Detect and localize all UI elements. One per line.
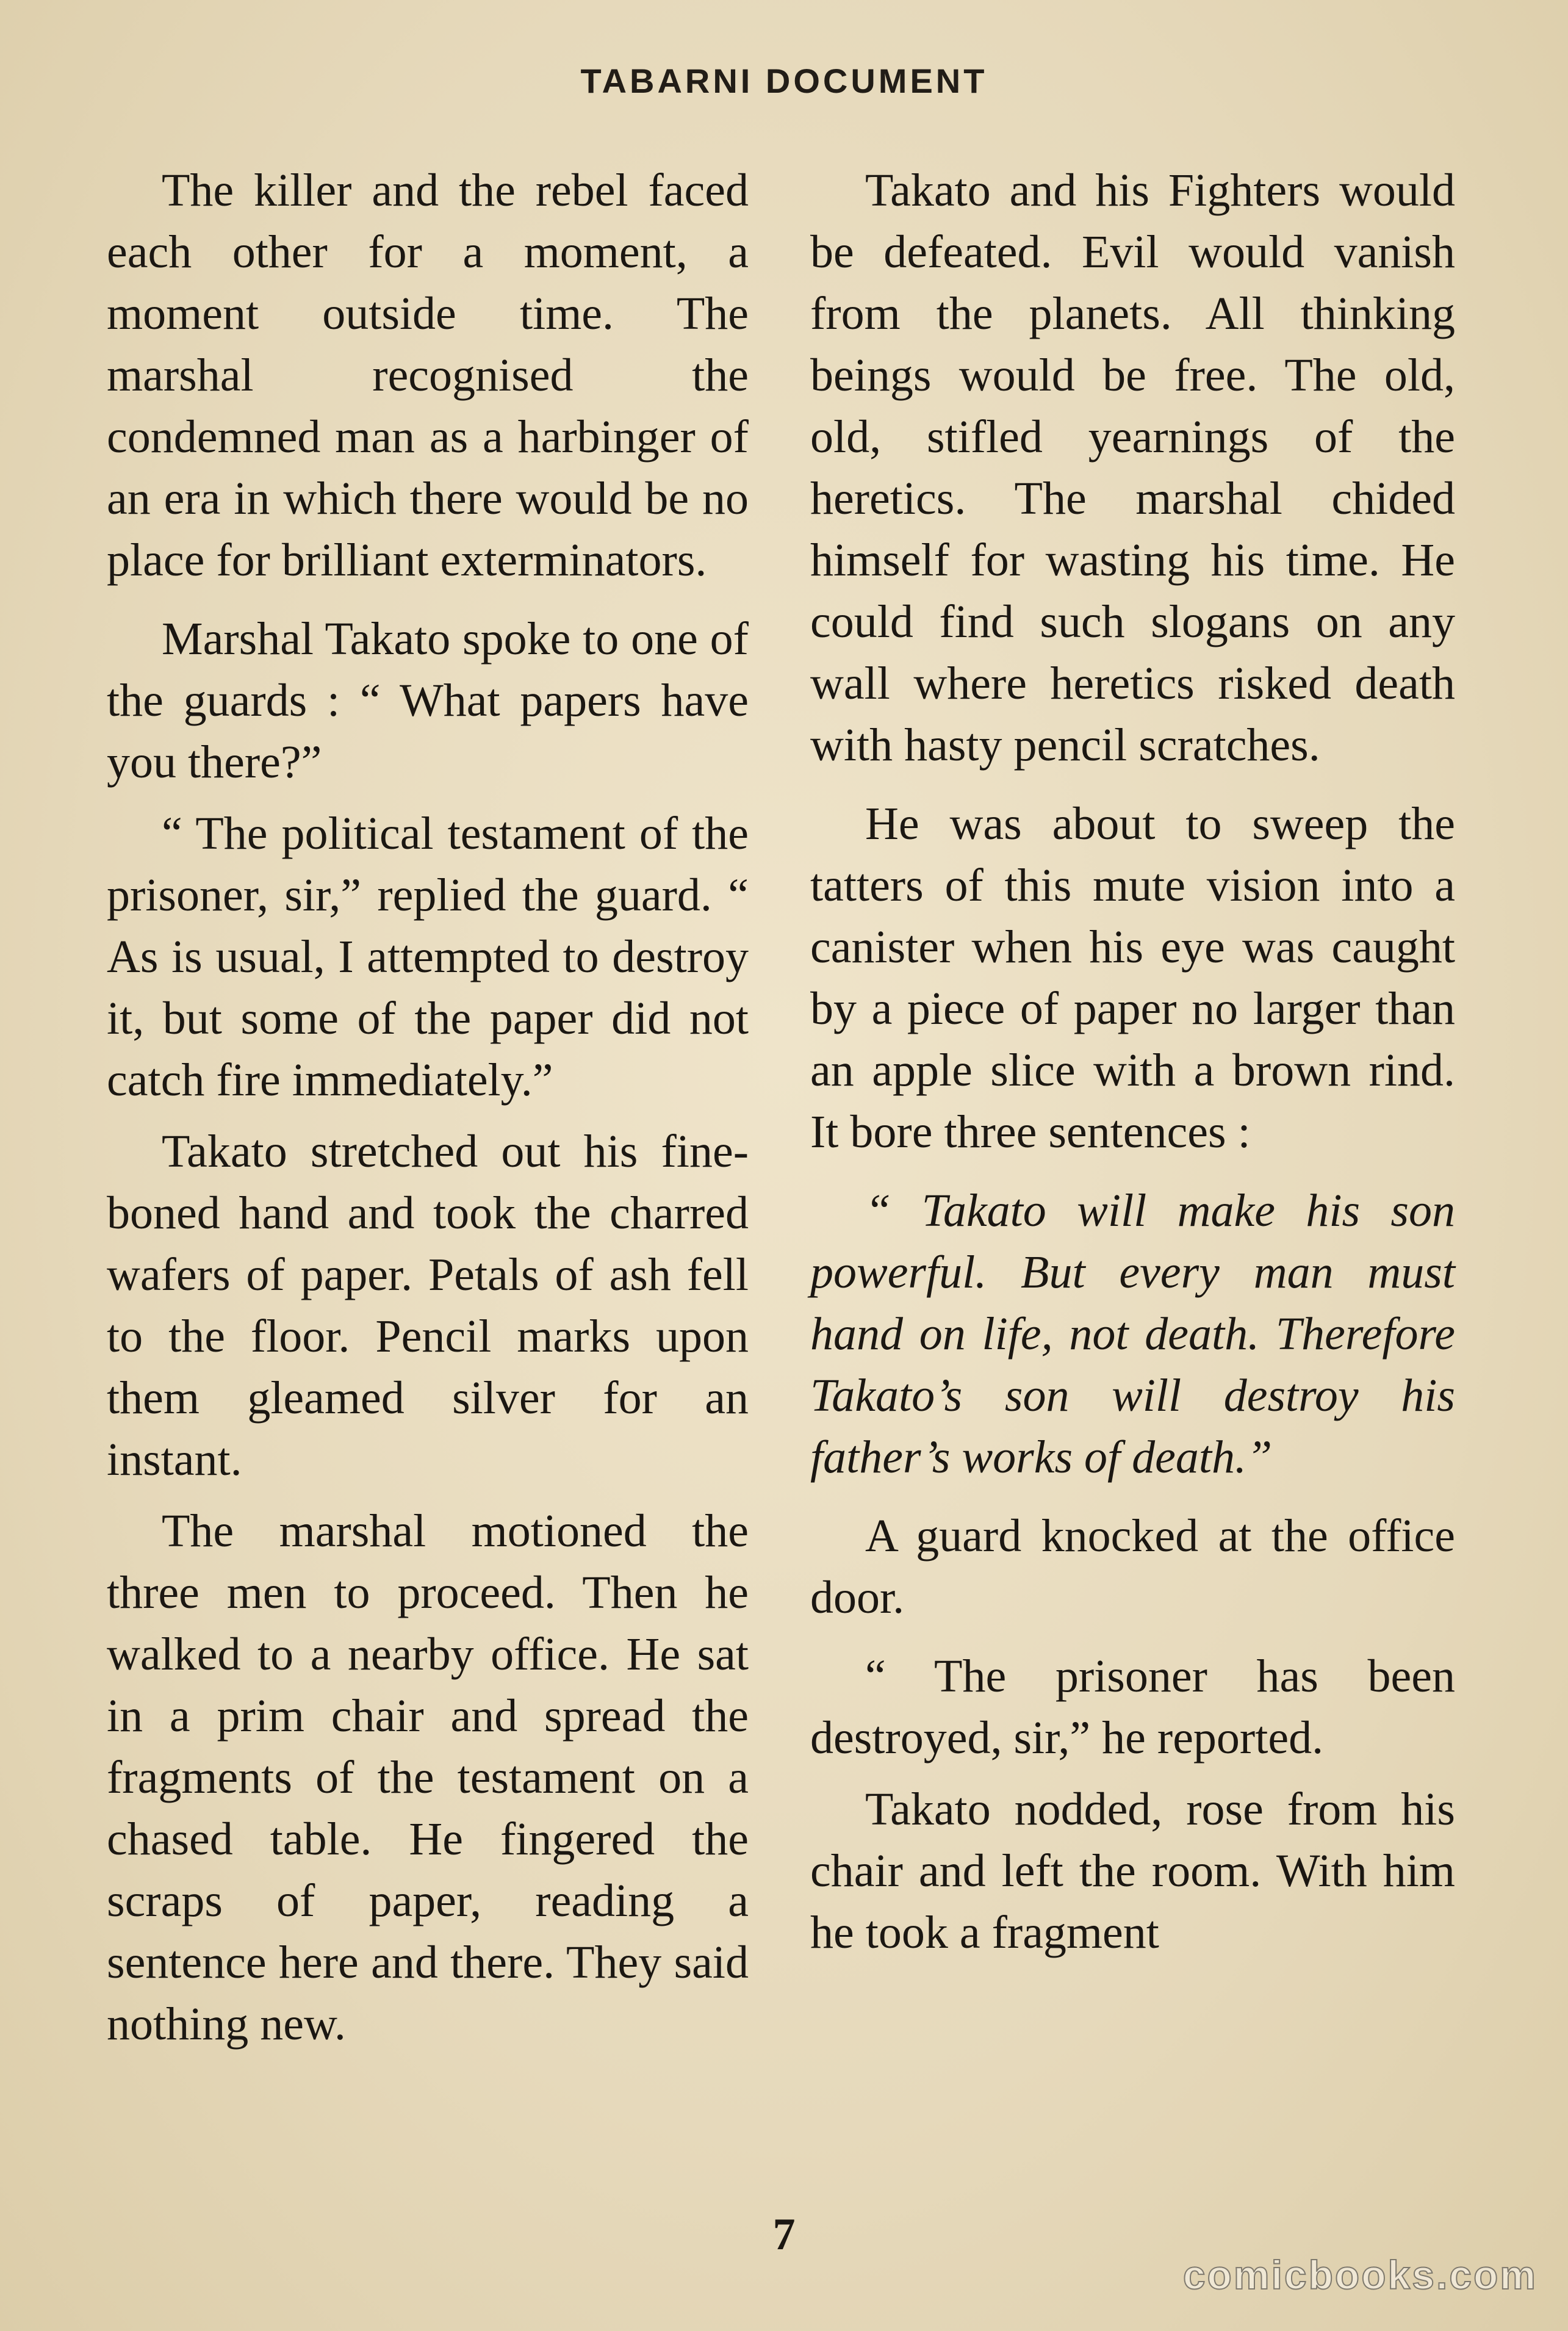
page-number: 7 bbox=[772, 2210, 796, 2260]
quoted-sentences: “ Takato will make his son powerful. But every man must hand on life, not death. Therefore Takato’s son will destroy his father’s works of death.” bbox=[810, 1185, 1455, 1483]
running-head: TABARNI DOCUMENT bbox=[580, 62, 988, 100]
site-watermark: comicbooks.com bbox=[1182, 2252, 1537, 2297]
paragraph: “ The political testament of the prisoner, sir,” replied the guard. “ As is usual, I attempted to destroy it, but some of the paper did not catch fire immediately.” bbox=[107, 808, 749, 1106]
paragraph: Takato and his Fighters would be defeated. Evil would vanish from the planets. All thinking beings would be free. The old, old, stifled yearnings of the heretics. The marshal chided himself for wasting his time. He could find such slogans on any wall where heretics risked death with hasty pencil scratches. bbox=[810, 165, 1455, 771]
left-column bbox=[107, 160, 749, 2065]
right-column bbox=[810, 160, 1455, 1973]
paragraph: Takato nodded, rose from his chair and left the room. With him he took a fragment bbox=[810, 1784, 1455, 1958]
paragraph: Takato stretched out his fine-boned hand and took the charred wafers of paper. Petals of ash fell to the floor. Pencil marks upon them gleamed silver for an instant. bbox=[107, 1126, 749, 1485]
paragraph: He was about to sweep the tatters of this mute vision into a canister when his eye was caught by a piece of paper no larger than an apple slice with a brown rind. It bore three sentences : bbox=[810, 798, 1455, 1158]
paragraph: A guard knocked at the office door. bbox=[810, 1510, 1455, 1623]
paragraph: Marshal Takato spoke to one of the guards : “ What papers have you there?” bbox=[107, 613, 749, 788]
paragraph: The marshal motioned the three men to proceed. Then he walked to a nearby office. He sat in a prim chair and spread the fragments of the testament on a chased table. He fingered the scraps of paper, reading a sentence here and there. They said nothing new. bbox=[107, 1505, 749, 2050]
paragraph: The killer and the rebel faced each other for a moment, a moment outside time. The marshal recognised the condemned man as a harbinger of an era in which there would be no place for brilliant exterminators. bbox=[107, 165, 749, 586]
paragraph: “ The prisoner has been destroyed, sir,” he reported. bbox=[810, 1651, 1455, 1764]
